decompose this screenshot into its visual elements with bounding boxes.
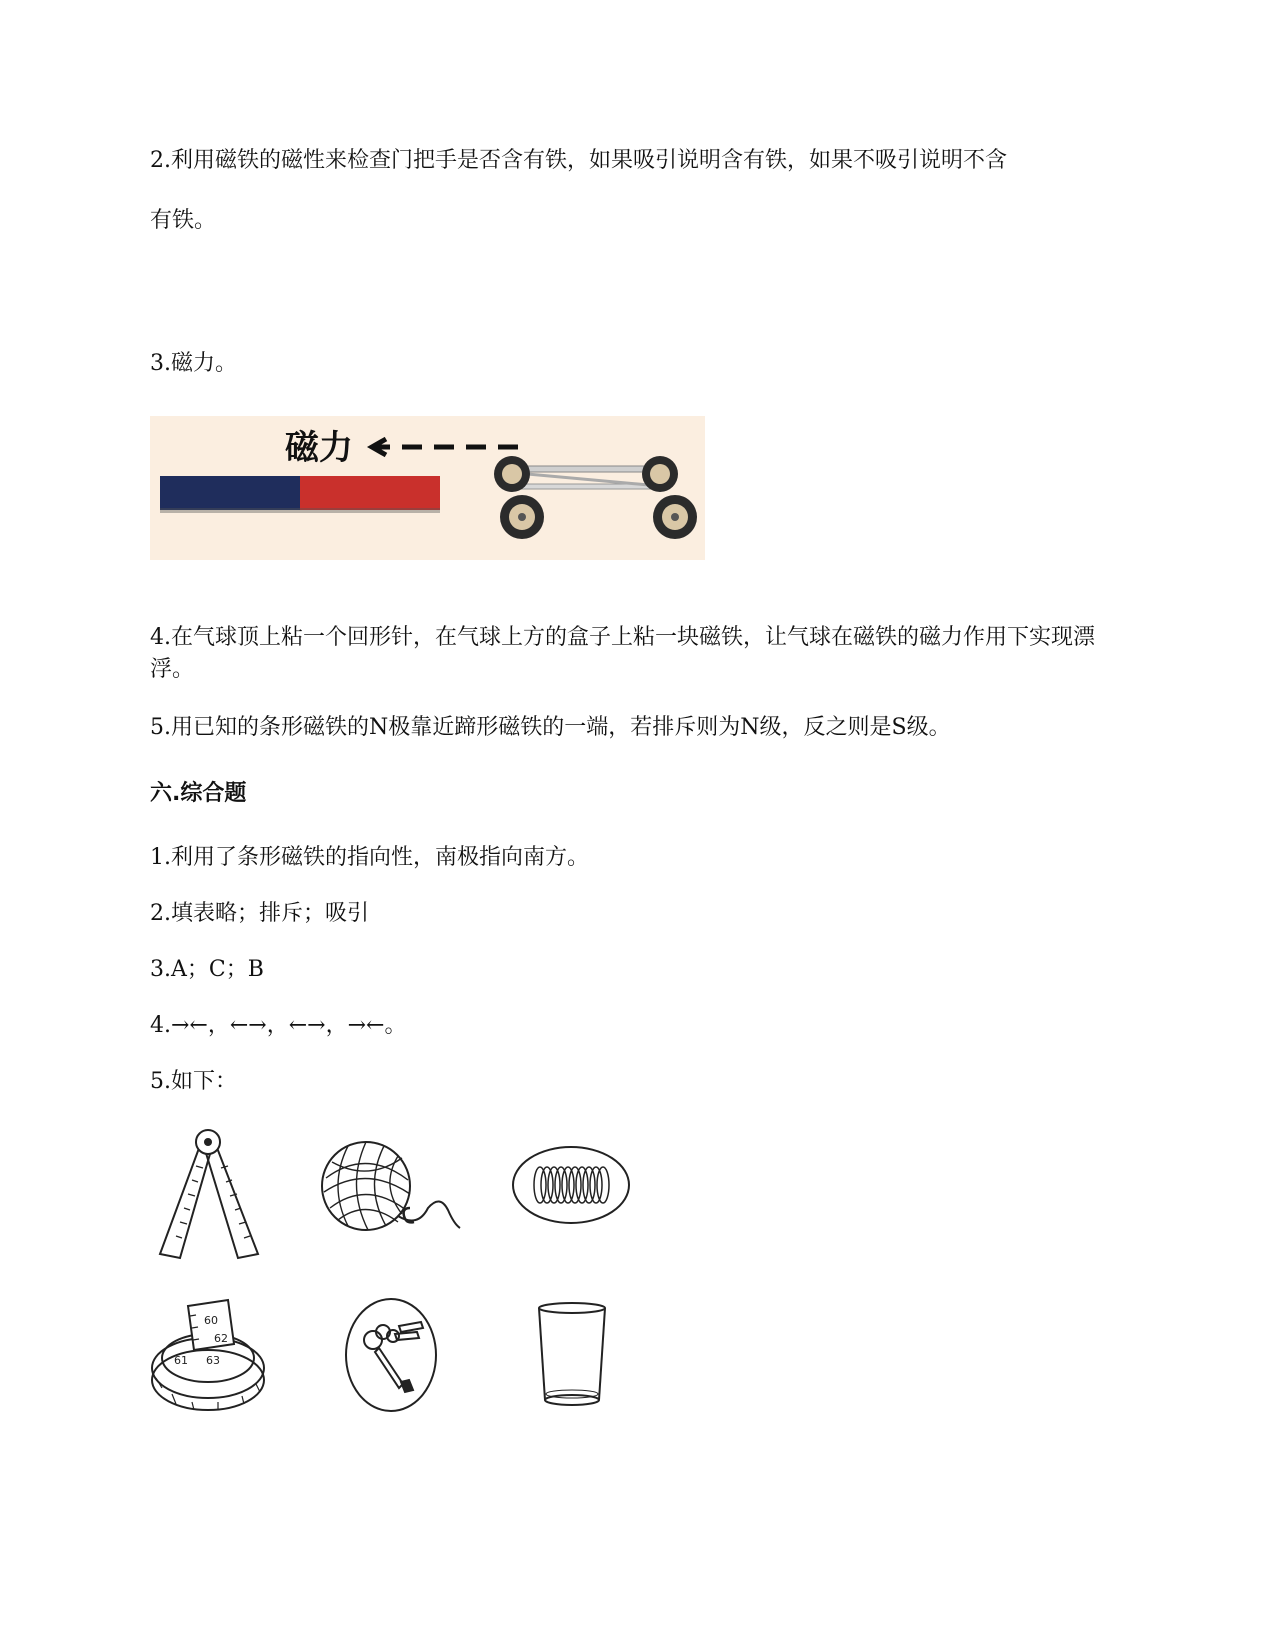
magnet-force-label: 磁力 xyxy=(285,428,353,468)
answer-3: 3.磁力。 xyxy=(150,351,237,376)
tape-number: 62 xyxy=(214,1332,228,1345)
spring-icon xyxy=(510,1143,632,1227)
magnet-car-figure xyxy=(150,416,705,560)
answer-b3: 3.A；C；B xyxy=(150,957,264,982)
bar-magnet-icon xyxy=(160,476,440,513)
answer-5: 5.用已知的条形磁铁的N极靠近蹄形磁铁的一端，若排斥则为N级，反之则是S级。 xyxy=(150,715,951,740)
answer-4: 4.在气球顶上粘一个回形针，在气球上方的盒子上粘一块磁铁，让气球在磁铁的磁力作用下实现漂浮。 xyxy=(150,625,1095,682)
yarn-ball-icon xyxy=(318,1138,468,1250)
tape-number: 63 xyxy=(206,1354,220,1367)
tape-measure-icon xyxy=(148,1298,268,1416)
answer-b4: 4.→←，←→，←→，→←。 xyxy=(150,1013,407,1038)
answer-2-line-1: 2.利用磁铁的磁性来检查门把手是否含有铁，如果吸引说明含有铁，如果不吸引说明不含 xyxy=(150,148,1007,173)
tape-number: 61 xyxy=(174,1354,188,1367)
keys-icon xyxy=(343,1296,439,1414)
answer-b5: 5.如下： xyxy=(150,1069,237,1094)
glass-cup-icon xyxy=(536,1300,608,1410)
answer-b2: 2.填表略；排斥；吸引 xyxy=(150,901,369,926)
answer-2-line-2: 有铁。 xyxy=(150,208,217,233)
tape-number: 60 xyxy=(204,1314,218,1327)
section-title: 六.综合题 xyxy=(150,781,247,806)
answer-b1: 1.利用了条形磁铁的指向性，南极指向南方。 xyxy=(150,845,589,870)
folding-ruler-icon xyxy=(150,1128,265,1263)
